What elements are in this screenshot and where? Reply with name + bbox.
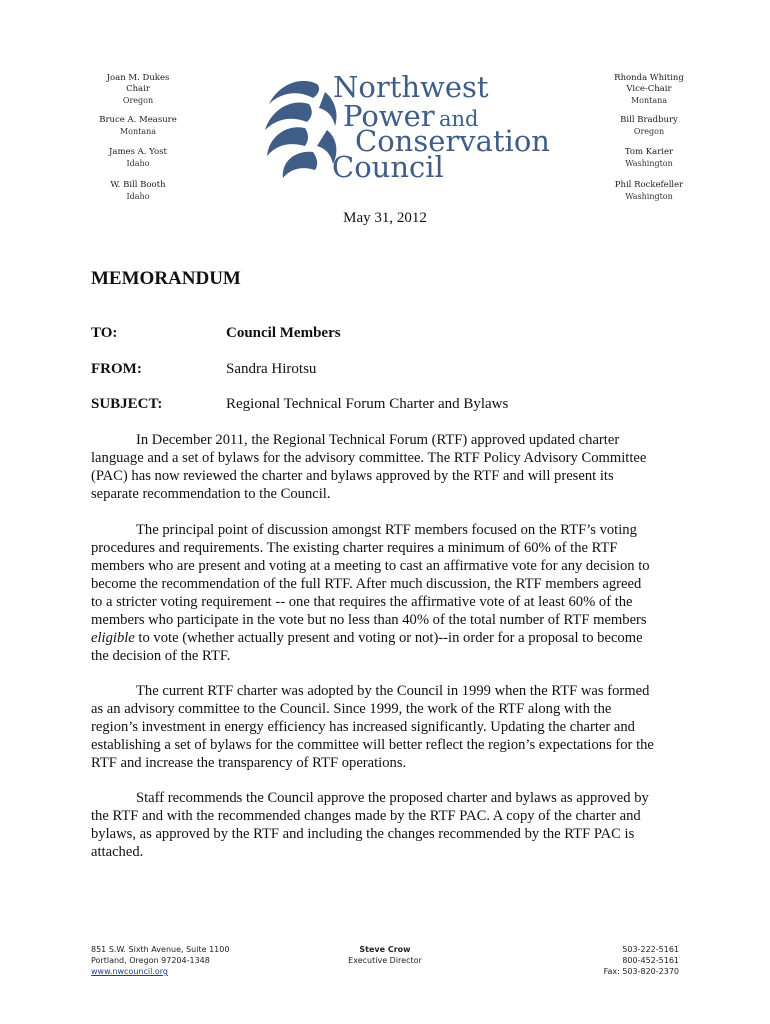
logo-word-power: Power [343,99,435,133]
logo-word-and: and [439,107,479,131]
member-state: Washington [625,159,673,168]
address-line: Portland, Oregon 97204-1348 [91,956,210,965]
emphasis-eligible: eligible [91,630,135,646]
member-title: Chair [126,84,150,94]
member-dukes [78,73,198,106]
member-state: Oregon [633,127,665,136]
member-state: Oregon [122,96,154,105]
member-name: James A. Yost [109,147,167,157]
member-title: Vice-Chair [626,84,672,94]
member-karier [589,147,709,169]
body-paragraph-2 [91,521,681,665]
member-yost [78,147,198,169]
address-line: 851 S.W. Sixth Avenue, Suite 1100 [91,945,230,954]
logo-word-council: Council [332,150,444,184]
text-line: attached. [91,844,144,860]
text-line: language and a set of bylaws for the advisory committee. The RTF Policy Advisory Committee [91,450,647,466]
text-line: to a stricter voting requirement -- one that requires the affirmative vote of at least 60% of the [91,594,633,610]
text-segment: to vote (whether actually present and voting or not)--in order for a proposal to become [134,630,643,646]
body-paragraph-3 [91,682,681,772]
footer-director [310,944,460,966]
member-state: Idaho [126,159,150,168]
website-link[interactable]: www.nwcouncil.org [91,967,168,976]
member-state: Washington [625,192,673,201]
logo-word-northwest: Northwest [333,70,489,104]
text-line: the decision of the RTF. [91,648,231,664]
text-line: separate recommendation to the Council. [91,486,331,502]
text-line [91,629,681,647]
body-paragraph-1 [91,431,681,503]
member-state: Idaho [126,192,150,201]
text-line: procedures and requirements. The existing charter requires a minimum of 60% of the RTF [91,540,618,556]
member-name: Rhonda Whiting [614,73,684,83]
body-paragraph-4 [91,789,681,861]
text-line: members who participate in the vote but no less than 40% of the total number of RTF members [91,612,647,628]
text-line: become the recommendation of the full RTF. After much discussion, the RTF members agreed [91,576,642,592]
member-name: W. Bill Booth [110,180,166,190]
council-logo [255,70,550,185]
member-state: Montana [119,127,157,136]
member-rockefeller [589,180,709,202]
text-line: establishing a set of bylaws for the committee will better reflect the region’s expectations for the [91,737,654,753]
text-line: The principal point of discussion amongst RTF members focused on the RTF’s voting [136,522,637,538]
phone-number: 800-452-5161 [622,956,679,965]
text-line: region’s investment in energy efficiency has increased significantly. Updating the charter and [91,719,635,735]
to-value: Council Members [226,325,341,341]
logo-word-conservation: Conservation [355,124,550,158]
member-name: Joan M. Dukes [106,73,170,83]
text-line: Staff recommends the Council approve the proposed charter and bylaws as approved by [136,790,649,806]
text-line: In December 2011, the Regional Technical Forum (RTF) approved updated charter [136,432,620,448]
text-line: (PAC) has now reviewed the charter and bylaws approved by the RTF and will present its [91,468,614,484]
member-name: Bill Bradbury [620,115,678,125]
footer-contact [560,944,679,977]
member-whiting [589,73,709,106]
subject-value: Regional Technical Forum Charter and Bylaws [226,396,509,412]
member-name: Phil Rockefeller [614,180,684,190]
member-name: Tom Karier [624,147,674,157]
member-booth [78,180,198,202]
director-name: Steve Crow [359,945,411,954]
text-line: the RTF and with the recommended changes made by the RTF PAC. A copy of the charter and [91,808,641,824]
member-name: Bruce A. Measure [99,115,177,125]
director-title: Executive Director [348,956,422,965]
phone-number: 503-222-5161 [622,945,679,954]
memo-title: MEMORANDUM [91,268,241,289]
member-bradbury [589,115,709,137]
memo-date: May 31, 2012 [343,210,427,226]
fax-number: Fax: 503-820-2370 [603,967,679,976]
subject-label: SUBJECT: [91,396,163,412]
text-line: The current RTF charter was adopted by the Council in 1999 when the RTF was formed [136,683,650,699]
footer-address [91,944,229,977]
text-line: bylaws, as approved by the RTF and including the changes recommended by the RTF PAC is [91,826,635,842]
member-state: Montana [630,96,668,105]
to-label: TO: [91,325,118,341]
text-line: as an advisory committee to the Council. Since 1999, the work of the RTF along with the [91,701,612,717]
member-measure [78,115,198,137]
from-label: FROM: [91,361,142,377]
text-line: RTF and increase the transparency of RTF operations. [91,755,407,771]
from-value: Sandra Hirotsu [226,361,317,377]
text-line: members who are present and voting at a meeting to cast an affirmative vote for any decision to [91,558,650,574]
